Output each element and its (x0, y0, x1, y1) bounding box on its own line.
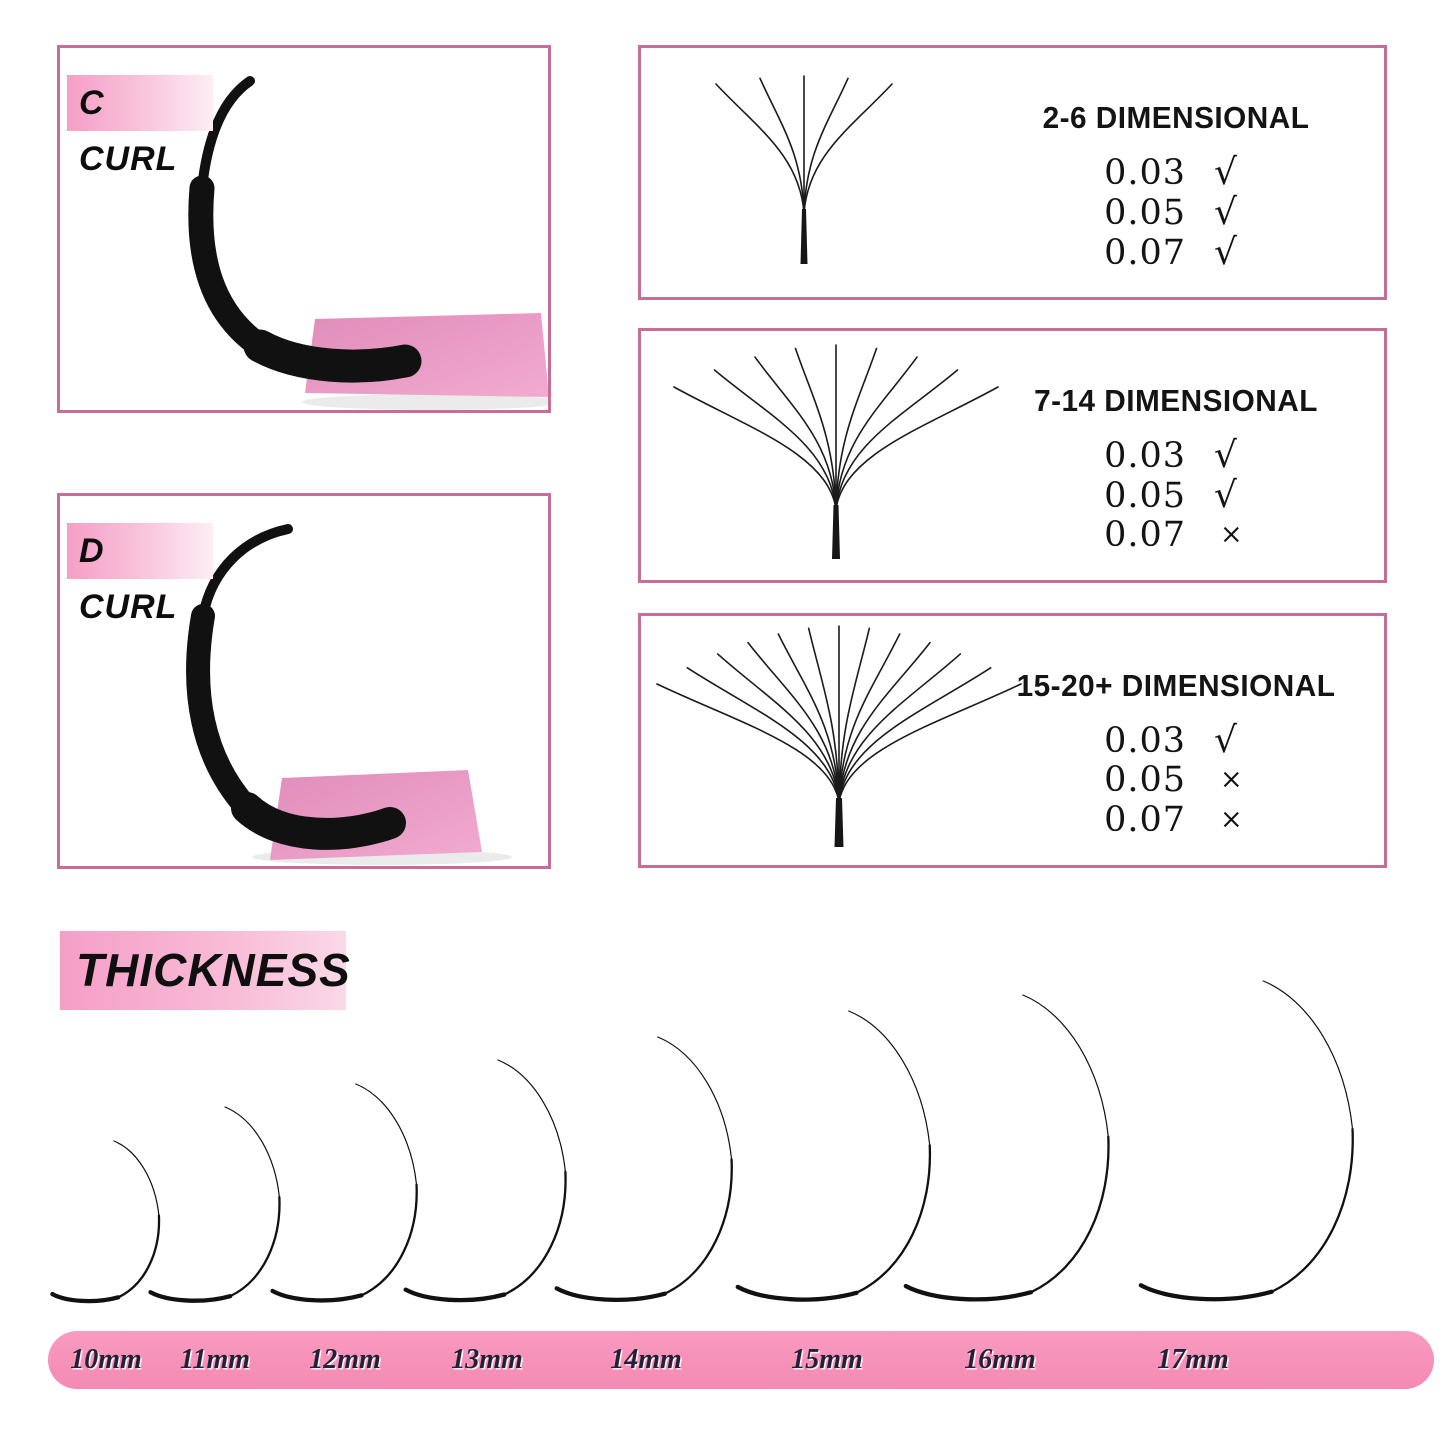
length-label-15mm: 15mm (791, 1344, 863, 1375)
availability-mark: √ (1214, 232, 1237, 273)
dimension-title: 2-6 DIMENSIONAL (1042, 100, 1310, 135)
thickness-availability-list (1078, 435, 1274, 555)
length-label-14mm: 14mm (610, 1344, 682, 1375)
thickness-row (1078, 475, 1274, 515)
availability-mark: × (1220, 764, 1243, 795)
dimension-panel-15-20 (638, 613, 1387, 868)
thickness-row (1078, 800, 1274, 840)
length-label-16mm: 16mm (964, 1344, 1036, 1375)
availability-mark: × (1220, 519, 1243, 550)
thickness-curves-illustration (0, 950, 1445, 1330)
thickness-row (1078, 760, 1274, 800)
dimension-panel-7-14 (638, 328, 1387, 583)
thickness-row (1078, 435, 1274, 475)
availability-mark: √ (1214, 152, 1237, 193)
dimension-info-2-6 (986, 48, 1366, 272)
length-label-17mm: 17mm (1157, 1344, 1229, 1375)
thickness-availability-list (1078, 720, 1274, 840)
availability-mark: √ (1214, 475, 1237, 516)
availability-mark: √ (1214, 435, 1237, 476)
availability-mark: × (1220, 804, 1243, 835)
dimension-panel-2-6 (638, 45, 1387, 300)
thickness-row (1078, 232, 1274, 272)
thickness-section-title: THICKNESS (60, 931, 346, 1010)
thickness-value: 0.05 (1104, 193, 1186, 233)
c-curl-label: C CURL (67, 75, 213, 131)
length-label-12mm: 12mm (309, 1344, 381, 1375)
length-scale-bar (48, 1331, 1434, 1389)
thickness-value: 0.03 (1104, 436, 1186, 476)
thickness-value: 0.05 (1104, 476, 1186, 516)
c-curl-panel (57, 45, 551, 413)
dimension-title: 15-20+ DIMENSIONAL (1016, 668, 1336, 703)
length-label-10mm: 10mm (70, 1344, 142, 1375)
thickness-value: 0.03 (1104, 721, 1186, 761)
thickness-value: 0.07 (1104, 800, 1186, 840)
thickness-value: 0.07 (1104, 233, 1186, 273)
length-label-13mm: 13mm (451, 1344, 523, 1375)
thickness-row (1078, 515, 1274, 555)
d-curl-label: D CURL (67, 523, 213, 579)
thickness-value: 0.03 (1104, 153, 1186, 193)
thickness-availability-list (1078, 152, 1274, 272)
thickness-value: 0.05 (1104, 760, 1186, 800)
availability-mark: √ (1214, 192, 1237, 233)
thickness-row (1078, 152, 1274, 192)
thickness-row (1078, 720, 1274, 760)
availability-mark: √ (1214, 720, 1237, 761)
dimension-title: 7-14 DIMENSIONAL (1034, 383, 1318, 418)
thickness-row (1078, 192, 1274, 232)
thickness-value: 0.07 (1104, 515, 1186, 555)
dimension-info-7-14 (986, 331, 1366, 555)
length-label-11mm: 11mm (179, 1344, 251, 1375)
dimension-info-15-20 (986, 616, 1366, 840)
d-curl-panel (57, 493, 551, 869)
